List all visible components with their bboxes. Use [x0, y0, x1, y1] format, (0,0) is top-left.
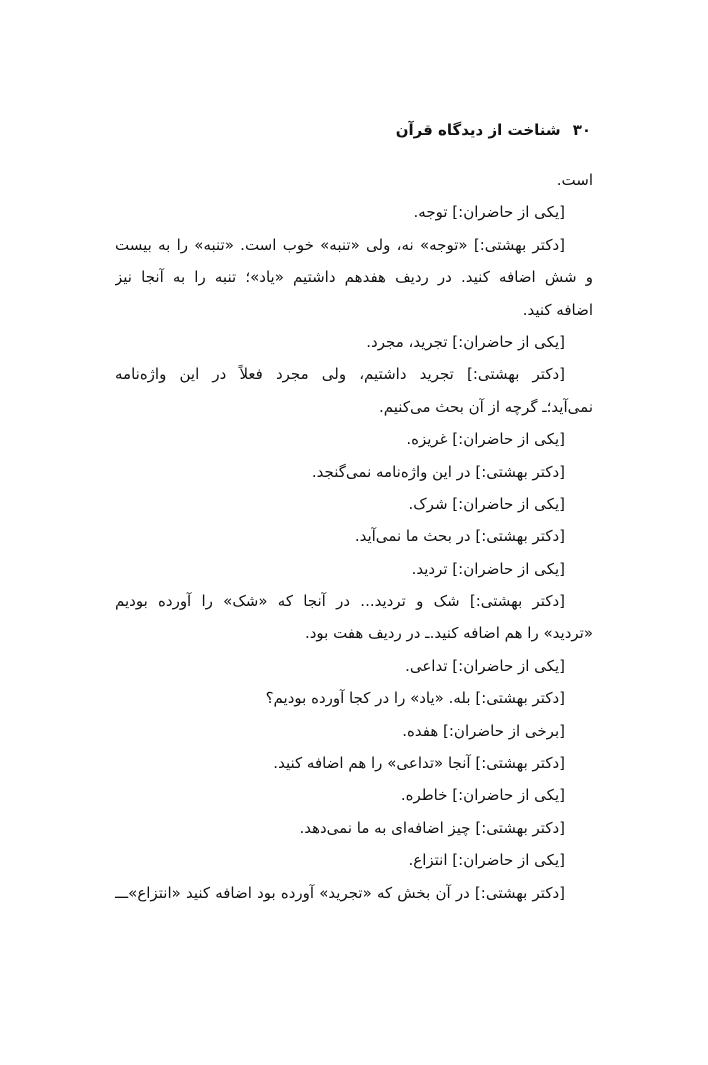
text-line: است. — [556, 171, 593, 189]
text-line: [یکی از حاضران:] تداعی. — [405, 656, 565, 675]
text-line: [یکی از حاضران:] تردید. — [411, 559, 565, 578]
text-line: [یکی از حاضران:] تجرید، مجرد. — [366, 332, 565, 351]
text-line: و شش اضافه کنید. در ردیف هفدهم داشتیم «یاد»؛ تنبه را به آنجا نیز — [115, 268, 593, 287]
text-line: [دکتر بهشتی:] چیز اضافه‌ای به ما نمی‌دهد. — [299, 818, 565, 837]
page-number: ۳۰ — [572, 121, 591, 139]
text-line: [یکی از حاضران:] شرک. — [408, 494, 565, 513]
text-line: [یکی از حاضران:] خاطره. — [400, 786, 565, 805]
text-line: [دکتر بهشتی:] در بحث ما نمی‌آید. — [354, 527, 565, 546]
text-line: [یکی از حاضران:] انتزاع. — [408, 851, 565, 870]
text-line: نمی‌آید؛ـ گرچه از آن بحث می‌کنیم. — [379, 397, 593, 416]
text-line: [دکتر بهشتی:] تجرید داشتیم، ولی مجرد فعلاً در این واژه‌نامه — [115, 365, 565, 384]
text-line: [برخی از حاضران:] هفده. — [402, 721, 565, 740]
text-line: [دکتر بهشتی:] «توجه» نه، ولی «تنبه» خوب است. «تنبه» را به بیست — [115, 235, 565, 254]
text-line: [دکتر بهشتی:] بله. «یاد» را در کجا آورده بودیم؟ — [265, 689, 565, 708]
running-header — [117, 120, 591, 140]
running-title: شناخت از دیدگاه قرآن — [395, 121, 561, 139]
text-line: [دکتر بهشتی:] در آن بخش که «تجرید» آورده بود اضافه کنید «انتزاع»ـــ — [115, 883, 565, 902]
text-line: [دکتر بهشتی:] آنجا «تداعی» را هم اضافه کنید. — [273, 754, 565, 773]
text-line: [دکتر بهشتی:] در این واژه‌نامه نمی‌گنجد. — [311, 462, 565, 481]
text-line: «تردید» را هم اضافه کنید.ـ در ردیف هفت بود. — [304, 624, 593, 643]
text-line: [یکی از حاضران:] توجه. — [413, 203, 565, 222]
text-line: [دکتر بهشتی:] شک و تردید... در آنجا که «شک» را آورده بودیم — [115, 592, 565, 611]
text-body — [115, 168, 593, 913]
text-line: [یکی از حاضران:] غریزه. — [406, 430, 565, 449]
text-line: اضافه کنید. — [522, 300, 593, 319]
